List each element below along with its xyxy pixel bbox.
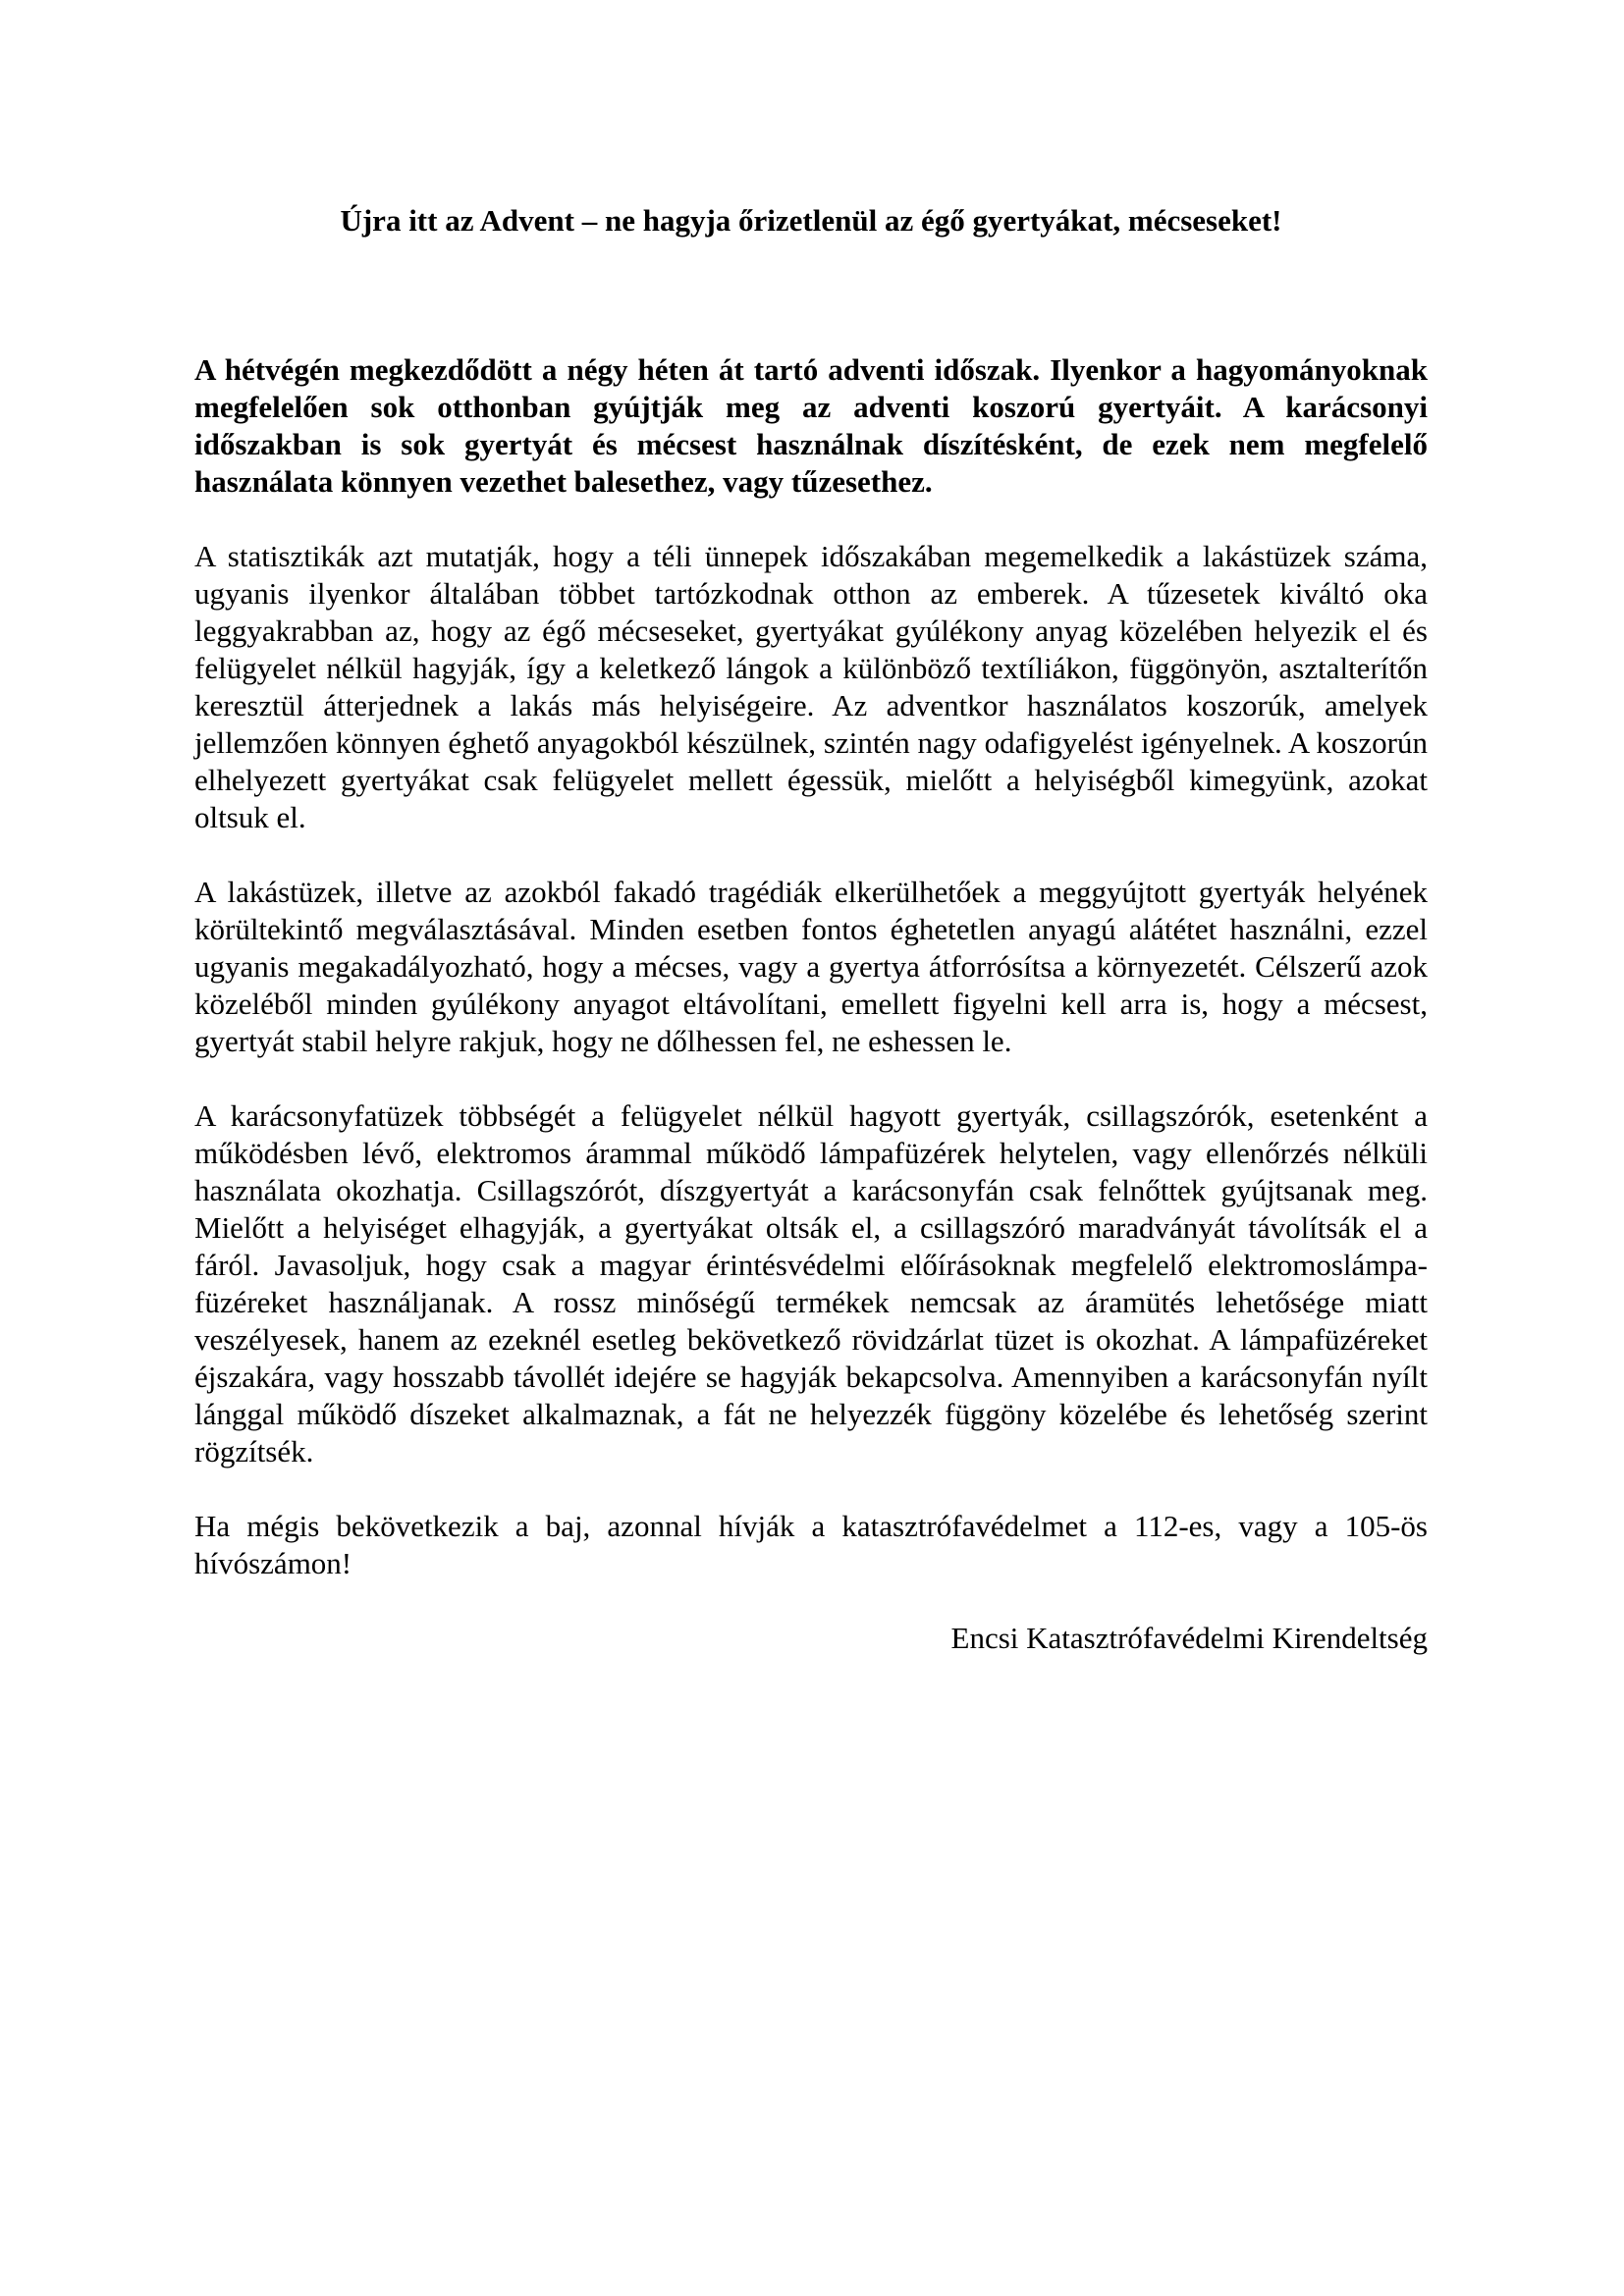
paragraph-emergency-numbers: Ha mégis bekövetkezik a baj, azonnal hívják a katasztrófavédelmet a 112-es, vagy a 105-ös hívószámon! [194, 1509, 1428, 1580]
paragraph-advent-intro: A hétvégén megkezdődött a négy héten át tartó adventi időszak. Ilyenkor a hagyományoknak megfelelően sok otthonban gyújtják meg az adventi koszorú gyertyáit. A karácsonyi időszakban is sok gyertyát és mécsest használnak díszítésként, de ezek nem megfelelő használata könnyen vezethet balesethez, vagy tűzesethez. [194, 352, 1428, 499]
paragraph-statistics: A statisztikák azt mutatják, hogy a téli ünnepek időszakában megemelkedik a lakástüzek száma, ugyanis ilyenkor általában többet tartózkodnak otthon az emberek. A tűzesetek kiváltó oka leggyakrabban az, hogy az égő mécseseket, gyertyákat gyúlékony anyag közelében helyezik el és felügyelet nélkül hagyják, így a keletkező lángok a különböző textíliákon, függönyön, asztalterítőn keresztül átterjednek a lakás más helyiségeire. Az adventkor használatos koszorúk, amelyek jellemzően könnyen éghető anyagokból készülnek, szintén nagy odafigyelést igényelnek. A koszorún elhelyezett gyertyákat csak felügyelet mellett égessük, mielőtt a helyiségből kimegyünk, azokat oltsuk el. [194, 539, 1428, 834]
document-content [194, 202, 1428, 1657]
signature: Encsi Katasztrófavédelmi Kirendeltség [950, 1621, 1428, 1655]
document-title: Újra itt az Advent – ne hagyja őrizetlenül az égő gyertyákat, mécseseket! [340, 203, 1282, 238]
paragraph-fire-prevention: A lakástüzek, illetve az azokból fakadó tragédiák elkerülhetőek a meggyújtott gyertyák helyének körültekintő megválasztásával. Minden esetben fontos éghetetlen anyagú alátétet használni, ezzel ugyanis megakadályozható, hogy a mécses, vagy a gyertya átforrósítsa a környezetét. Célszerű azok közeléből minden gyúlékony anyagot eltávolítani, emellett figyelni kell arra is, hogy a mécsest, gyertyát stabil helyre rakjuk, hogy ne dőlhessen fel, ne eshessen le. [194, 875, 1428, 1058]
paragraph-christmas-tree-fires: A karácsonyfatüzek többségét a felügyelet nélkül hagyott gyertyák, csillagszórók, esetenként a működésben lévő, elektromos árammal működő lámpafüzérek helytelen, vagy ellenőrzés nélküli használata okozhatja. Csillagszórót, díszgyertyát a karácsonyfán csak felnőttek gyújtsanak meg. Mielőtt a helyiséget elhagyják, a gyertyákat oltsák el, a csillagszóró maradványát távolítsák el a fáról. Javasoljuk, hogy csak a magyar érintésvédelmi előírásoknak megfelelő elektromoslámpa-füzéreket használjanak. A rossz minőségű termékek nemcsak az áramütés lehetősége miatt veszélyesek, hanem az ezeknél esetleg bekövetkező rövidzárlat tüzet is okozhat. A lámpafüzéreket éjszakára, vagy hosszabb távollét idejére se hagyják bekapcsolva. Amennyiben a karácsonyfán nyílt lánggal működő díszeket alkalmaznak, a fát ne helyezzék függöny közelébe és lehetőség szerint rögzítsék. [194, 1098, 1428, 1468]
